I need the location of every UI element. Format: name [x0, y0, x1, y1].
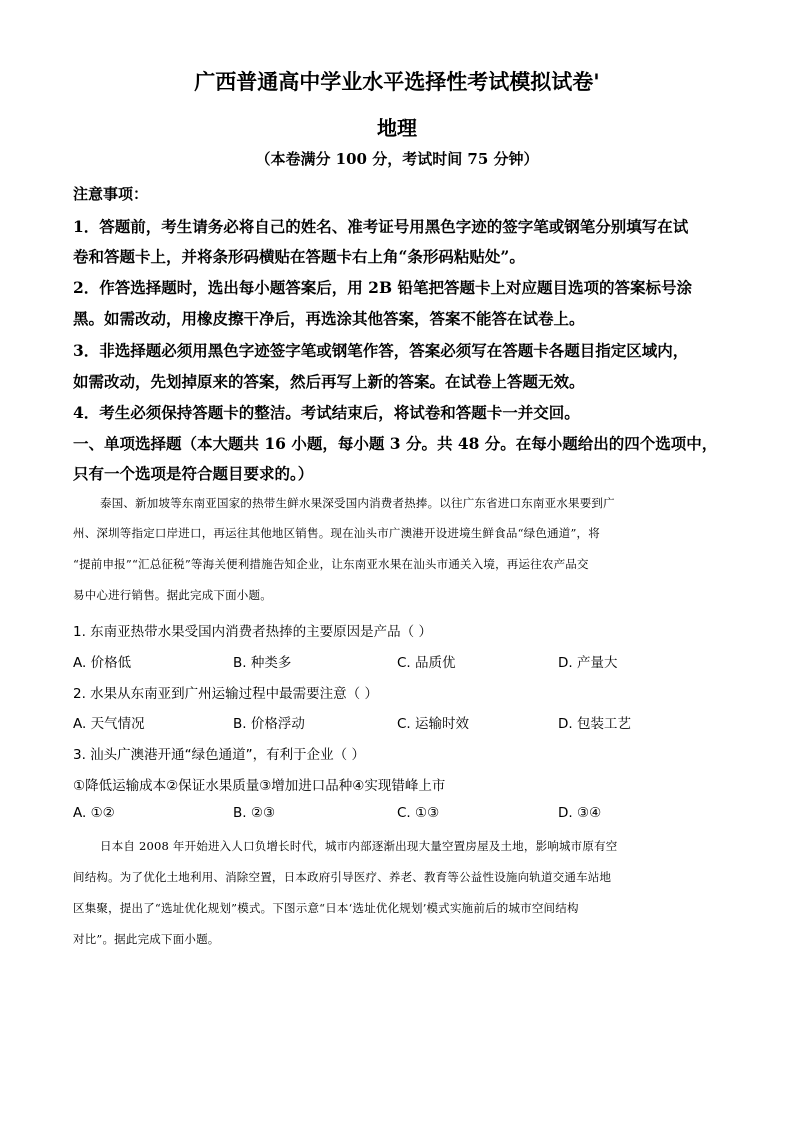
passage-line: 州、深圳等指定口岸进口，再运往其他地区销售。现在汕头市广澳港开设进境生鲜食品“绿色通道”，将: [73, 526, 600, 540]
answer-option: A. ①②: [73, 805, 115, 821]
answer-option: B. 价格浮动: [233, 716, 305, 732]
exam-info: （本卷满分 100 分，考试时间 75 分钟）: [255, 150, 539, 168]
notice-line: 如需改动，先划掉原来的答案，然后再写上新的答案。在试卷上答题无效。: [73, 372, 585, 391]
answer-option: B. 种类多: [233, 655, 292, 671]
passage-line: 区集聚，提出了“选址优化规划”模式。下图示意“日本‘选址优化规划’模式实施前后的城市空间结构: [73, 901, 579, 915]
answer-option: A. 天气情况: [73, 716, 145, 732]
answer-option: C. ①③: [397, 805, 440, 821]
passage-line: 泰国、新加坡等东南亚国家的热带生鲜水果深受国内消费者热捧。以往广东省进口东南亚水果要到广: [100, 496, 615, 510]
answer-option: D. ③④: [558, 805, 602, 821]
answer-option: B. ②③: [233, 805, 276, 821]
passage-line: 日本自 2008 年开始进入人口负增长时代，城市内部逐渐出现大量空置房屋及土地，影响城市原有空: [100, 839, 618, 853]
answer-option: C. 品质优: [397, 655, 456, 671]
passage-line: 易中心进行销售。据此完成下面小题。: [73, 588, 272, 602]
notice-line: 4．考生必须保持答题卡的整洁。考试结束后，将试卷和答题卡一并交回。: [73, 403, 580, 422]
notice-line: 1．答题前，考生请务必将自己的姓名、准考证号用黑色字迹的签字笔或钢笔分别填写在试: [73, 217, 689, 236]
answer-option: A. 价格低: [73, 655, 132, 671]
passage-line: 对比”。据此完成下面小题。: [73, 932, 220, 946]
passage-line: 间结构。为了优化土地利用、消除空置，日本政府引导医疗、养老、教育等公益性设施向轨道交通车站地: [73, 870, 612, 884]
notice-heading: 注意事项：: [73, 185, 149, 203]
answer-option: C. 运输时效: [397, 716, 470, 732]
subject-title: 地理: [377, 116, 417, 140]
question-stem: 3. 汕头广澳港开通“绿色通道”，有利于企业（ ）: [73, 747, 365, 763]
answer-option: D. 产量大: [558, 655, 618, 671]
passage-line: “提前申报”“汇总征税”等海关便利措施告知企业，让东南亚水果在汕头市通关入境，再运往农产品交: [73, 557, 589, 571]
page-title: 广西普通高中学业水平选择性考试模拟试卷': [194, 69, 600, 94]
answer-option: D. 包装工艺: [558, 716, 631, 732]
notice-line: 黑。如需改动，用橡皮擦干净后，再选涂其他答案，答案不能答在试卷上。: [73, 309, 585, 328]
section-heading: 只有一个选项是符合题目要求的。）: [73, 464, 314, 483]
question-stem: 1. 东南亚热带水果受国内消费者热捧的主要原因是产品（ ）: [73, 624, 432, 640]
notice-line: 卷和答题卡上，并将条形码横贴在答题卡右上角“条形码粘贴处”。: [73, 247, 525, 266]
notice-line: 2．作答选择题时，选出每小题答案后，用 2B 铅笔把答题卡上对应题目选项的答案标号涂: [73, 278, 692, 297]
question-stem: 2. 水果从东南亚到广州运输过程中最需要注意（ ）: [73, 686, 378, 702]
section-heading: 一、单项选择题（本大题共 16 小题，每小题 3 分。共 48 分。在每小题给出的四个选项中，: [73, 434, 718, 453]
question-statements: ①降低运输成本②保证水果质量③增加进口品种④实现错峰上市: [73, 778, 446, 794]
notice-line: 3．非选择题必须用黑色字迹签字笔或钢笔作答，答案必须写在答题卡各题目指定区域内，: [73, 341, 689, 360]
